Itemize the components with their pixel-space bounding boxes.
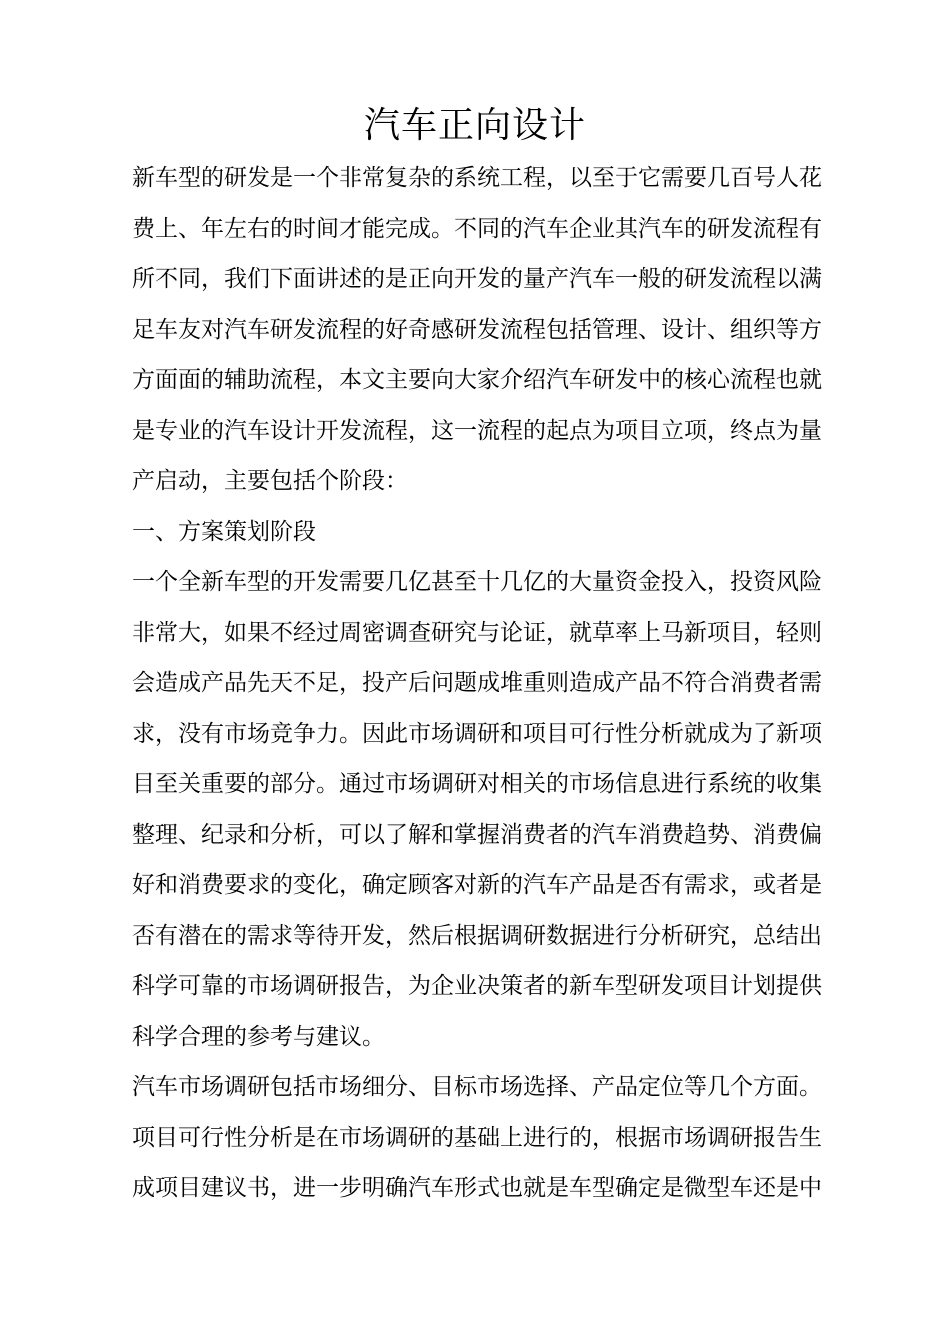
text-line: 求，没有市场竞争力。因此市场调研和项目可行性分析就成为了新项 (132, 720, 822, 747)
text-line: 足车友对汽车研发流程的好奇感研发流程包括管理、设计、组织等方 (132, 316, 822, 343)
text-line: 项目可行性分析是在市场调研的基础上进行的，根据市场调研报告生 (132, 1124, 822, 1151)
text-line: 成项目建议书，进一步明确汽车形式也就是车型确定是微型车还是中 (132, 1175, 822, 1201)
text-line: 非常大，如果不经过周密调查研究与论证，就草率上马新项目，轻则 (132, 619, 822, 646)
text-line: 新车型的研发是一个非常复杂的系统工程，以至于它需要几百号人花 (132, 165, 822, 191)
text-line: 科学合理的参考与建议。 (132, 1023, 385, 1050)
text-line: 会造成产品先天不足，投产后问题成堆重则造成产品不符合消费者需 (132, 670, 822, 696)
text-line: 费上、年左右的时间才能完成。不同的汽车企业其汽车的研发流程有 (132, 215, 822, 242)
document-body (132, 153, 822, 1214)
text-line: 是专业的汽车设计开发流程，这一流程的起点为项目立项，终点为量 (132, 417, 822, 444)
text-line: 整理、纪录和分析，可以了解和掌握消费者的汽车消费趋势、消费偏 (132, 821, 822, 848)
text-line: 目至关重要的部分。通过市场调研对相关的市场信息进行系统的收集 (132, 771, 822, 797)
text-line: 产启动，主要包括个阶段： (132, 468, 408, 494)
text-line: 所不同，我们下面讲述的是正向开发的量产汽车一般的研发流程以满 (132, 266, 822, 292)
text-line: 汽车市场调研包括市场细分、目标市场选择、产品定位等几个方面。 (132, 1074, 822, 1100)
text-line: 否有潜在的需求等待开发，然后根据调研数据进行分析研究，总结出 (132, 922, 822, 949)
text-line: 方面面的辅助流程，本文主要向大家介绍汽车研发中的核心流程也就 (132, 367, 822, 393)
text-line: 一个全新车型的开发需要几亿甚至十几亿的大量资金投入，投资风险 (132, 569, 822, 595)
text-line: 好和消费要求的变化，确定顾客对新的汽车产品是否有需求，或者是 (132, 872, 822, 898)
document-title: 汽车正向设计 (363, 105, 586, 146)
section-heading: 一、方案策划阶段 (132, 518, 316, 545)
text-line: 科学可靠的市场调研报告，为企业决策者的新车型研发项目计划提供 (132, 973, 822, 999)
